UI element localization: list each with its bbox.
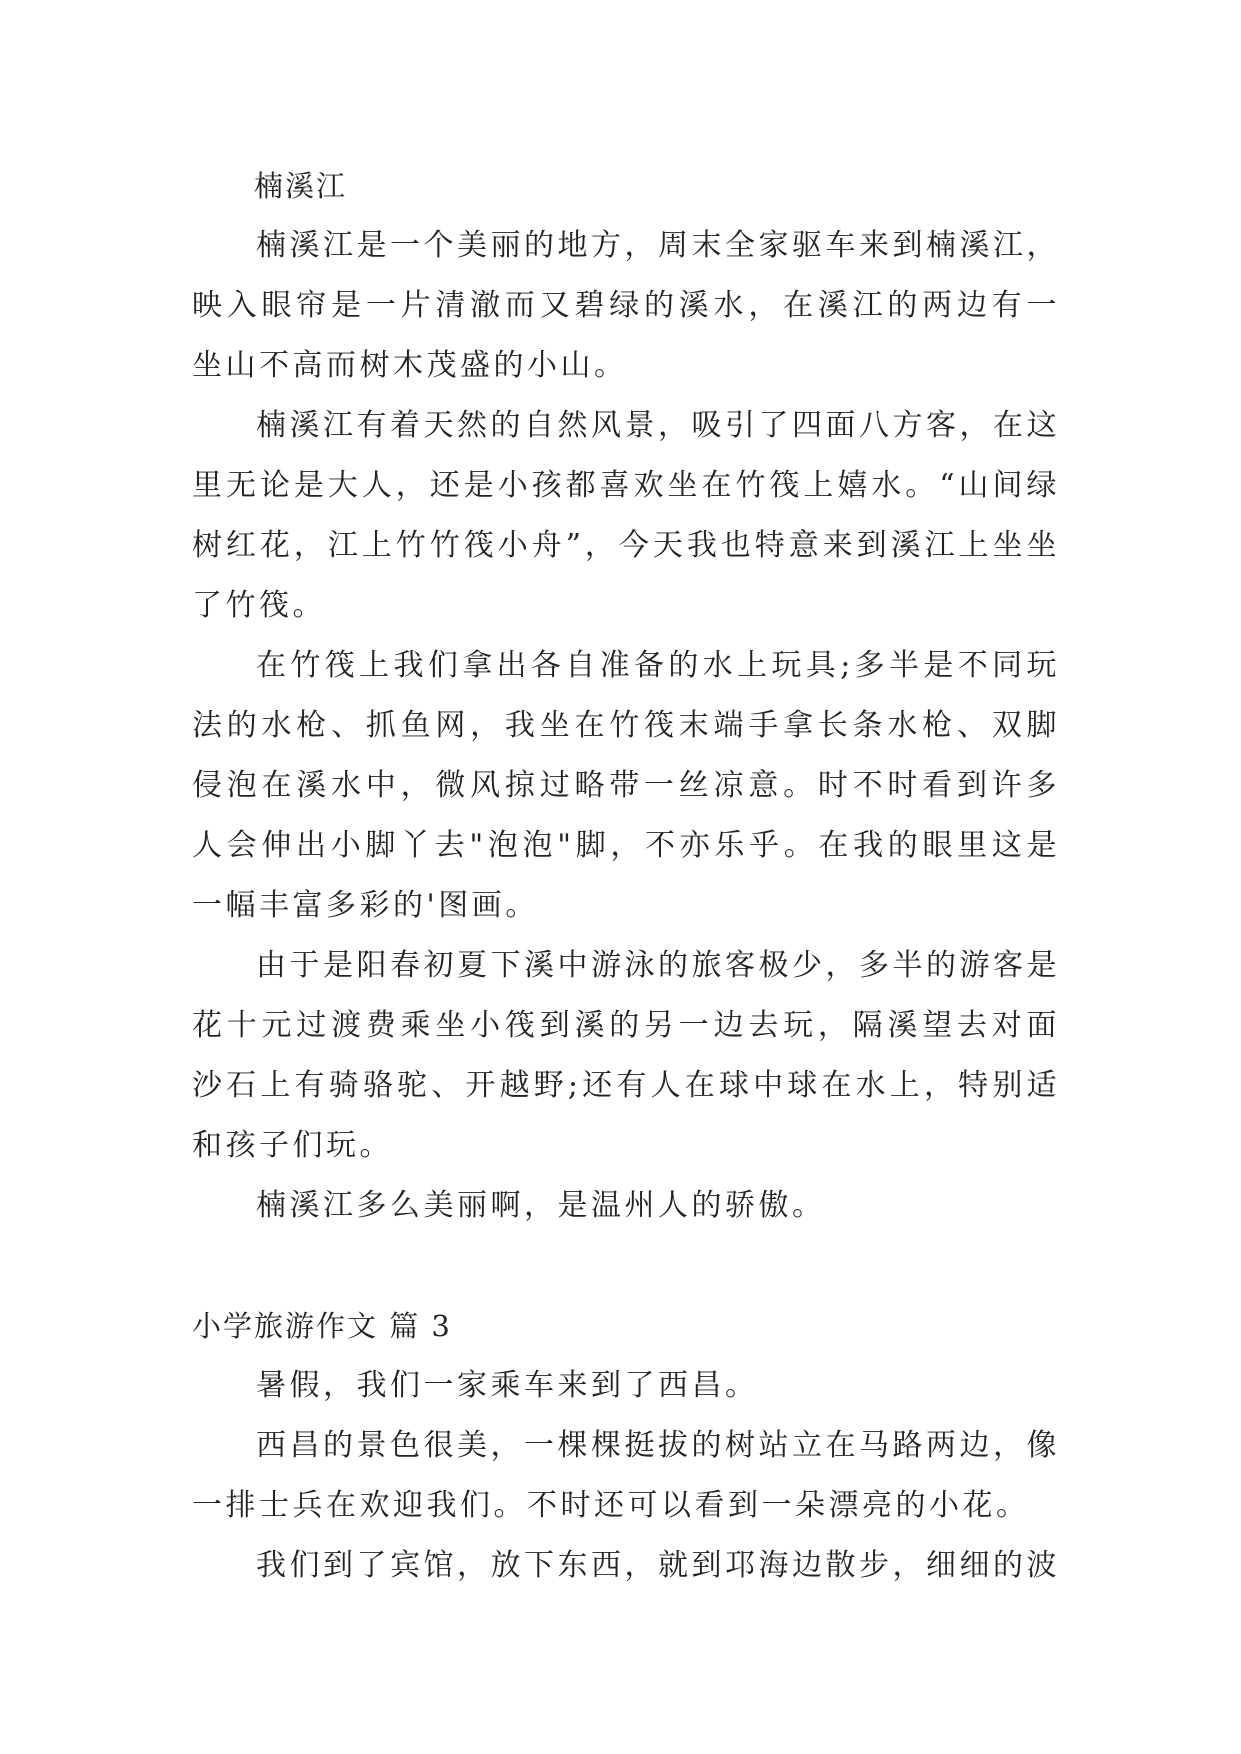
- paragraph: 楠溪江多么美丽啊，是温州人的骄傲。: [256, 1188, 826, 1223]
- document-body: [192, 156, 1060, 1596]
- paragraph: 楠溪江是一个美丽的地方，周末全家驱车来到楠溪江，映入眼帘是一片清澈而又碧绿的溪水，在溪江的两边有一坐山不高而树木茂盛的小山。: [192, 228, 1060, 383]
- paragraph: 由于是阳春初夏下溪中游泳的旅客极少，多半的游客是花十元过渡费乘坐小筏到溪的另一边去玩，隔溪望去对面沙石上有骑骆驼、开越野;还有人在球中球在水上，特别适和孩子们玩。: [192, 948, 1060, 1163]
- paragraph: 西昌的景色很美，一棵棵挺拔的树站立在马路两边，像一排士兵在欢迎我们。不时还可以看到一朵漂亮的小花。: [192, 1428, 1060, 1523]
- paragraph: 我们到了宾馆，放下东西，就到邛海边散步，细细的波: [256, 1548, 1060, 1583]
- paragraph: 在竹筏上我们拿出各自准备的水上玩具;多半是不同玩法的水枪、抓鱼网，我坐在竹筏末端手拿长条水枪、双脚侵泡在溪水中，微风掠过略带一丝凉意。时不时看到许多人会伸出小脚丫去"泡泡"脚，不亦乐乎。在我的眼里这是一幅丰富多彩的'图画。: [192, 648, 1060, 923]
- article-title: 楠溪江: [254, 169, 348, 203]
- paragraph: 楠溪江有着天然的自然风景，吸引了四面八方客，在这里无论是大人，还是小孩都喜欢坐在竹筏上嬉水。“山间绿树红花，江上竹竹筏小舟”，今天我也特意来到溪江上坐坐了竹筏。: [192, 408, 1060, 623]
- section-heading: 小学旅游作文 篇 3: [192, 1309, 452, 1343]
- paragraph: 暑假，我们一家乘车来到了西昌。: [256, 1368, 759, 1403]
- section-spacer: [192, 1236, 1060, 1296]
